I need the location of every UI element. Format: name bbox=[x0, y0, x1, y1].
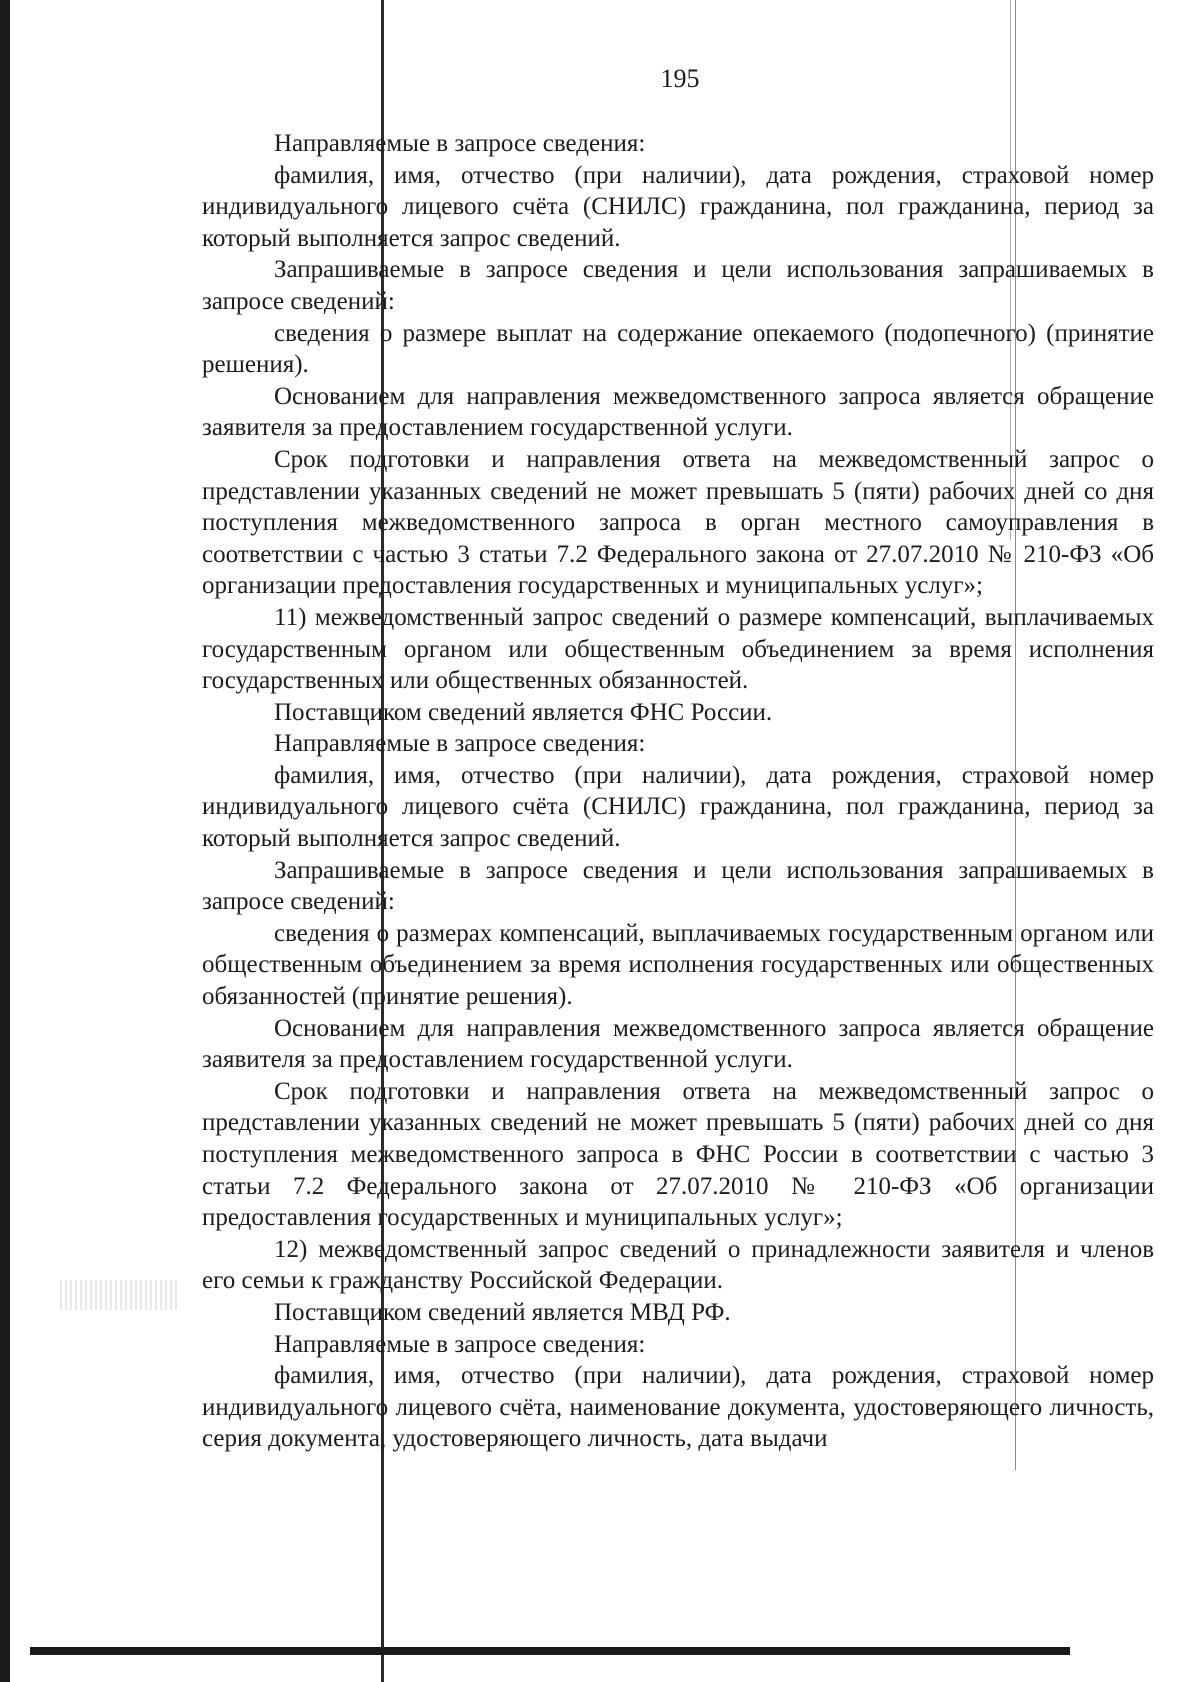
paragraph: Направляемые в запросе сведения: bbox=[274, 130, 646, 157]
paragraph: Запрашиваемые в запросе сведения и цели использования запрашиваемых в запросе сведений: bbox=[202, 256, 1154, 315]
scan-border-left bbox=[0, 0, 10, 1682]
paragraph: 12) межведомственный запрос сведений о принадлежности заявителя и членов его семьи к гражданству Российской Федерации. bbox=[202, 1235, 1154, 1295]
page-number: 195 bbox=[660, 64, 700, 93]
paragraph: Направляемые в запросе сведения: bbox=[274, 1330, 646, 1358]
paragraph: сведения о размере выплат на содержание опекаемого (подопечного) (принятие решения). bbox=[202, 319, 1154, 379]
paragraph: Поставщиком сведений является МВД РФ. bbox=[274, 1298, 731, 1326]
paragraph: фамилия, имя, отчество (при наличии), дата рождения, страховой номер индивидуального лицевого счёта (СНИЛС) гражданина, пол гражданина, период за который выполняется запрос сведений. bbox=[202, 161, 1154, 252]
paragraph: Срок подготовки и направления ответа на межведомственный запрос о представлении указанных сведений не может превышать 5 (пяти) рабочих дней со дня поступления межведомственного запроса в ФНС России в соответствии с частью 3 статьи 7.2 Федерального закона от 27.07.2010 № 210-ФЗ «Об организации предоставления государственных и муниципальных услуг»; bbox=[202, 1077, 1154, 1232]
paragraph: Основанием для направления межведомственного запроса является обращение заявителя за предоставлением государственной услуги. bbox=[202, 382, 1154, 442]
paragraph: фамилия, имя, отчество (при наличии), дата рождения, страховой номер индивидуального лицевого счёта (СНИЛС) гражданина, пол гражданина, период за который выполняется запрос сведений. bbox=[202, 761, 1154, 853]
paragraph: Основанием для направления межведомственного запроса является обращение заявителя за предоставлением государственной услуги. bbox=[202, 1014, 1154, 1074]
document-body bbox=[202, 128, 1154, 1455]
paragraph: Запрашиваемые в запросе сведения и цели использования запрашиваемых в запросе сведений: bbox=[202, 856, 1154, 916]
paragraph: фамилия, имя, отчество (при наличии), дата рождения, страховой номер индивидуального лицевого счёта, наименование документа, удостоверяющего личность, серия документа, удостоверяющего личность, дата выдачи bbox=[202, 1362, 1154, 1453]
paragraph: Поставщиком сведений является ФНС России. bbox=[274, 698, 773, 726]
scan-noise bbox=[60, 1280, 180, 1310]
paragraph: Срок подготовки и направления ответа на межведомственный запрос о представлении указанных сведений не может превышать 5 (пяти) рабочих дней со дня поступления межведомственного запроса в орган местного самоуправления в соответствии с частью 3 статьи 7.2 Федерального закона от 27.07.2010 № 210-ФЗ «Об организации предоставления государственных и муниципальных услуг»; bbox=[202, 445, 1154, 600]
paragraph: 11) межведомственный запрос сведений о размере компенсаций, выплачиваемых государственным органом или общественным объединением за время исполнения государственных или общественных обязанностей. bbox=[202, 603, 1154, 695]
scan-border-bottom bbox=[30, 1647, 1070, 1655]
paragraph: сведения о размерах компенсаций, выплачиваемых государственным органом или общественным объединением за время исполнения государственных или общественных обязанностей (принятие решения). bbox=[202, 919, 1154, 1011]
paragraph: Направляемые в запросе сведения: bbox=[274, 730, 646, 758]
